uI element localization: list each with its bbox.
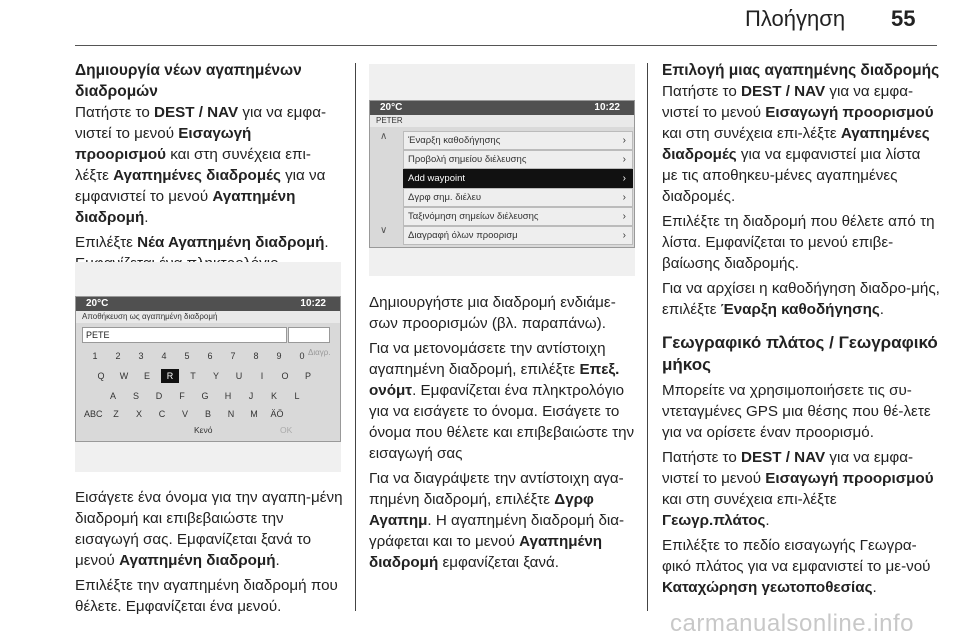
menu-screenshot-frame	[369, 64, 635, 276]
text-run: Πατήστε το	[662, 83, 742, 100]
keyboard-key[interactable]: 9	[276, 351, 282, 361]
keyboard-screenshot-frame	[75, 262, 341, 472]
keyboard-key[interactable]: V	[181, 409, 188, 419]
keyboard-key[interactable]: Q	[97, 371, 105, 381]
keyboard-key[interactable]: A	[109, 391, 116, 401]
keyboard-key[interactable]: Z	[113, 409, 119, 419]
temperature: 20°C	[380, 102, 403, 113]
text-run: Πατήστε το	[75, 104, 155, 121]
text-run: Δημιουργήστε μια διαδρομή ενδιάμε‐σων προορισμών (βλ. παραπάνω).	[369, 294, 616, 332]
menu-item-label: Διαγραφή όλων προορισμ	[408, 230, 518, 241]
column-divider	[355, 63, 356, 611]
text-run: Επιλέξτε τη διαδρομή που θέλετε από τη λίστα. Εμφανίζεται το μενού επιβε‐βαίωσης διαδρομής.	[662, 213, 935, 272]
keyboard-key[interactable]: 4	[161, 351, 167, 361]
clock: 10:22	[594, 102, 620, 113]
watermark: carmanualsonline.info	[670, 610, 914, 637]
menu-term: Αγαπημένη διαδρομή	[119, 552, 276, 569]
paragraph	[662, 447, 940, 531]
keyboard-key[interactable]: N	[227, 409, 235, 419]
menu-item-label: Προβολή σημείου διέλευσης	[408, 154, 527, 165]
text-run: και στη συνέχεια επι‐λέξτε	[75, 146, 311, 184]
keyboard-key[interactable]: 2	[115, 351, 121, 361]
keyboard-key[interactable]: X	[135, 409, 142, 419]
menu-term: Εισαγωγή προορισμού	[75, 125, 252, 163]
menu-term: Αγαπημένες διαδρομές	[662, 125, 930, 163]
name-input[interactable]: PETE	[82, 327, 287, 343]
paragraph	[75, 102, 343, 228]
menu-term: DEST / NAV	[741, 449, 826, 466]
text-run: εμφανίζεται ξανά.	[438, 554, 559, 571]
column-2	[369, 292, 635, 577]
menu-term: Επεξ. ονόμτ	[369, 361, 620, 399]
header-rule	[75, 45, 937, 46]
screen-title: PETER	[376, 116, 403, 125]
keyboard-key[interactable]: ABC	[84, 409, 103, 419]
chevron-right-icon: ›	[622, 230, 626, 241]
keyboard-key[interactable]: F	[179, 391, 185, 401]
paragraph	[75, 487, 343, 571]
menu-item[interactable]	[403, 226, 633, 245]
keyboard-key[interactable]: K	[270, 391, 277, 401]
section-heading: Δημιουργία νέων αγαπημένων διαδρομών	[75, 62, 302, 100]
keyboard-key[interactable]: 5	[184, 351, 190, 361]
paragraph	[369, 338, 635, 464]
chevron-right-icon: ›	[622, 135, 626, 146]
menu-item-label: Δγρφ σημ. διέλευ	[408, 192, 482, 203]
keyboard-key[interactable]: B	[204, 409, 211, 419]
text-run: Για να μετονομάσετε την αντίστοιχη αγαπημένη διαδρομή, επιλέξτε	[369, 340, 606, 378]
keyboard-key[interactable]: T	[190, 371, 196, 381]
menu-term: DEST / NAV	[154, 104, 239, 121]
chevron-right-icon: ›	[622, 154, 626, 165]
screen-title-bar	[370, 115, 634, 127]
menu-term: DEST / NAV	[741, 83, 826, 100]
keyboard-key[interactable]: M	[250, 409, 258, 419]
menu-term: Έναρξη καθοδήγησης	[720, 301, 880, 318]
text-run: για να εμφανιστεί το μενού	[75, 167, 326, 205]
text-run: .	[275, 552, 280, 569]
text-run: για να εμφα‐νιστεί το μενού	[662, 449, 914, 487]
text-run: .	[879, 301, 884, 318]
status-bar	[370, 101, 634, 115]
keyboard-key[interactable]: Y	[212, 371, 219, 381]
text-run: για να εμφανιστεί μια λίστα με τις αποθηκευ‐μένες αγαπημένες διαδρομές.	[662, 146, 921, 205]
input-aux-field	[288, 327, 330, 343]
chevron-right-icon: ›	[622, 211, 626, 222]
keyboard-key[interactable]: 1	[92, 351, 98, 361]
text-run: Επιλέξτε	[75, 234, 138, 251]
keyboard-screen	[75, 296, 341, 442]
menu-term: Αγαπημένη διαδρομή	[75, 188, 296, 226]
text-run: και στη συνέχεια επι‐λέξτε	[662, 125, 841, 142]
keyboard-key[interactable]: 8	[253, 351, 259, 361]
menu-item-label: Add waypoint	[408, 173, 466, 184]
menu-item[interactable]	[403, 169, 633, 188]
text-run: και στη συνέχεια επι‐λέξτε	[662, 491, 837, 508]
text-run: .	[765, 512, 770, 529]
ok-key[interactable]: OK	[280, 425, 293, 435]
keyboard-key[interactable]: ÄÖ	[270, 409, 284, 419]
keyboard-key[interactable]: L	[294, 391, 300, 401]
keyboard-key[interactable]: R	[161, 369, 179, 383]
menu-item[interactable]	[403, 207, 633, 226]
menu-term: Αγαπημένη διαδρομή	[369, 533, 603, 571]
column-3	[662, 60, 940, 602]
text-run: .	[872, 579, 877, 596]
paragraph	[662, 535, 940, 598]
menu-term: Γεωγρ.πλάτος	[662, 512, 766, 529]
running-header-title: Πλοήγηση	[745, 6, 846, 31]
keyboard-key[interactable]: 3	[138, 351, 144, 361]
status-bar	[76, 297, 340, 311]
paragraph	[75, 575, 343, 617]
text-run: Επιλέξτε το πεδίο εισαγωγής Γεωγρα‐φικό πλάτος για να εμφανιστεί το με‐νού	[662, 537, 931, 575]
keyboard-key[interactable]: G	[201, 391, 209, 401]
page-number: 55	[891, 6, 916, 31]
text-run: για να εμφα‐νιστεί το μενού	[75, 104, 327, 142]
menu-term: Εισαγωγή προορισμού	[765, 470, 934, 487]
keyboard-key[interactable]: E	[143, 371, 150, 381]
menu-term: Αγαπημένες διαδρομές	[113, 167, 281, 184]
section-heading: Επιλογή μιας αγαπημένης διαδρομής	[662, 62, 940, 79]
menu-term: Δγρφ Αγαπημ	[369, 491, 594, 529]
text-run: Επιλέξτε την αγαπημένη διαδρομή που θέλετε. Εμφανίζεται ένα μενού.	[75, 577, 338, 615]
clock: 10:22	[300, 298, 326, 309]
menu-term: Καταχώρηση γεωτοποθεσίας	[662, 579, 873, 596]
menu-item[interactable]	[403, 188, 633, 207]
menu-screen	[369, 100, 635, 248]
text-run: για να εμφα‐νιστεί το μενού	[662, 83, 914, 121]
column-divider	[647, 63, 648, 611]
text-run: Μπορείτε να χρησιμοποιήσετε τις συ‐ντεταγμένες GPS μια θέσης που θέ‐λετε για να ορίσετε έναν προορισμό.	[662, 382, 931, 441]
keyboard-key[interactable]: U	[235, 371, 243, 381]
chevron-right-icon: ›	[622, 192, 626, 203]
text-run: .	[324, 234, 329, 251]
text-run: Εισάγετε ένα όνομα για την αγαπη‐μένη διαδρομή και επιβεβαιώστε την εισαγωγή σας. Εμφανίζεται ξανά το μενού	[75, 489, 343, 569]
screen-title-bar	[76, 311, 340, 323]
keyboard-key[interactable]: W	[119, 371, 129, 381]
keyboard-key[interactable]: H	[224, 391, 232, 401]
text-run: Για να αρχίσει η καθοδήγηση διαδρο‐μής, επιλέξτε	[662, 280, 940, 318]
keyboard-key[interactable]: O	[281, 371, 289, 381]
paragraph	[662, 278, 940, 320]
keyboard-key[interactable]: C	[158, 409, 166, 419]
keyboard-key[interactable]: S	[132, 391, 139, 401]
chevron-right-icon: ›	[622, 173, 626, 184]
paragraph	[662, 380, 940, 443]
section-heading: Γεωγραφικό πλάτος / Γεωγραφικό μήκος	[662, 333, 938, 374]
menu-term: Εισαγωγή προορισμού	[765, 104, 934, 121]
keyboard-key[interactable]: P	[304, 371, 311, 381]
column-1	[75, 60, 343, 278]
keyboard-key[interactable]: 7	[230, 351, 236, 361]
keyboard-key[interactable]: J	[248, 391, 254, 401]
text-run: .	[144, 209, 149, 226]
menu-item[interactable]	[403, 131, 633, 150]
screen-title: Αποθήκευση ως αγαπημένη διαδρομή	[82, 312, 218, 321]
menu-term: Νέα Αγαπημένη διαδρομή	[137, 234, 325, 251]
keyboard-key[interactable]: 6	[207, 351, 213, 361]
keyboard-key[interactable]: I	[260, 371, 264, 381]
paragraph	[662, 211, 940, 274]
paragraph	[369, 468, 635, 573]
menu-item[interactable]	[403, 150, 633, 169]
delete-key[interactable]: Διαγρ.	[308, 348, 331, 357]
text-run: Πατήστε το	[662, 449, 742, 466]
temperature: 20°C	[86, 298, 109, 309]
space-key[interactable]: Κενό	[194, 425, 213, 435]
scroll-down-icon[interactable]: ∨	[380, 225, 388, 236]
keyboard-key[interactable]: D	[155, 391, 163, 401]
text-run: . Η αγαπημένη διαδρομή δια‐γράφεται και το μενού	[369, 512, 625, 550]
menu-item-label: Έναρξη καθοδήγησης	[408, 135, 501, 146]
paragraph	[369, 292, 635, 334]
text-run: . Εμφανίζεται ένα πληκτρολόγιο για να εισάγετε το όνομα. Εισάγετε το όνομα που θέλετε και επιβεβαιώστε την εισαγωγή σας	[369, 382, 635, 462]
menu-item-label: Ταξινόμηση σημείων διέλευσης	[408, 211, 539, 222]
text-run: Για να διαγράψετε την αντίστοιχη αγα‐πημένη διαδρομή, επιλέξτε	[369, 470, 624, 508]
paragraph	[662, 81, 940, 207]
scroll-up-icon[interactable]: ∧	[380, 131, 388, 142]
column-1-lower	[75, 487, 343, 621]
keyboard-key[interactable]: 0	[299, 351, 305, 361]
